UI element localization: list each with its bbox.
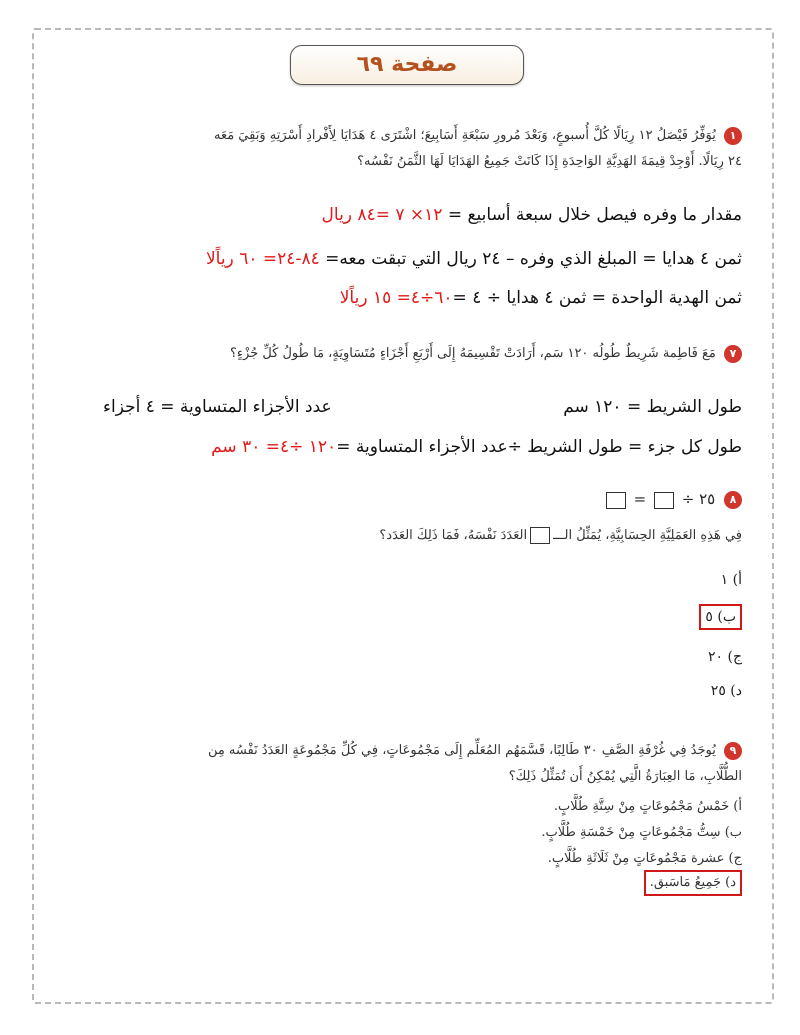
question-9-text-1: يُوجَدُ فِي غُرْفَةِ الصَّفِ ٣٠ طَالِبًا، قَسَّمَهُم المُعَلِّم إِلَى مَجْمُوعَاتٍ، فِي كُلِّ مَجْمُوعَةٍ العَدَدُ نَفْسُه مِن <box>207 743 716 758</box>
question-8-text <box>379 523 742 549</box>
blank-box <box>606 492 626 509</box>
answer-result: ١٢× ٧ =٨٤ ريال <box>321 205 443 225</box>
q7-answer-parts: عدد الأجزاء المتساوية = ٤ أجزاء <box>103 397 332 417</box>
question-1 <box>52 123 742 175</box>
question-text: العَدَدَ نَفْسَهُ، فَمَا ذَلِكَ العَدَد؟ <box>379 528 528 543</box>
answer-result: ٨٤-٢٤= ٦٠ رياًلا <box>205 249 320 269</box>
q7-answer-2 <box>211 432 742 462</box>
answer-result: ١٢٠ ÷٤= ٣٠ سم <box>211 437 337 457</box>
q8-option-d: د) ٢٥ <box>710 683 742 699</box>
q1-answer-2 <box>206 244 742 274</box>
question-1-text-1: يُوَفِّرُ فَيْصَلُ ١٢ رِيَالًا كُلَّ أُسبوعٍ، وَبَعْدَ مُرورِ سَبْعَةِ أَسَابِيعَ؛ اشْتَرَى ٤ هَدَايَا لِأَفْرادِ أَسْرَتِهِ وَبَقِيَ مَعَه <box>213 128 716 143</box>
correct-answer-box: ب) ٥ <box>699 604 742 630</box>
answer-text: ثمن الهدية الواحدة = ثمن ٤ هدايا ÷ ٤ = <box>452 288 742 308</box>
question-text: فِي هَذِهِ العَمَلِيَّةِ الحِسَابِيَّةِ، يُمَثِّلُ الـــ <box>553 528 742 543</box>
blank-box <box>654 492 674 509</box>
question-number-badge: ٧ <box>724 345 742 363</box>
q8-option-a: أ) ١ <box>720 572 742 588</box>
question-9 <box>42 738 742 790</box>
q8-option-b <box>699 602 742 632</box>
answer-text: طول كل جزء = طول الشريط ÷عدد الأجزاء المتساوية = <box>336 437 742 457</box>
correct-answer-box: د) جَمِيعُ مَاسَبق. <box>644 870 742 896</box>
question-9-text-2: الطُّلَّابِ، مَا العِبَارَةُ الَّتِي يُمْكِنُ أَن تُمَثِّلُ ذَلِكَ؟ <box>508 769 742 784</box>
question-number-badge: ١ <box>724 127 742 145</box>
question-7 <box>230 341 742 367</box>
question-8-expression <box>603 486 742 512</box>
question-1-text-2: ٢٤ رِيَالًا. أَوْجِدْ قِيمَةَ الهَدِيَّةِ الوَاحِدَةِ إِذَا كَانَتْ جَمِيعُ الهَدَايَا لَهَا الثَّمَنُ نَفْسُه؟ <box>357 154 742 169</box>
answer-text: مقدار ما وفره فيصل خلال سبعة أسابيع = <box>442 205 742 225</box>
expression-start: ٢٥ ÷ <box>681 490 716 508</box>
page-title: صفحة ٦٩ <box>290 45 524 85</box>
question-number-badge: ٩ <box>724 742 742 760</box>
question-9-line1 <box>42 738 742 764</box>
question-number-badge: ٨ <box>724 491 742 509</box>
answer-result: ٦٠÷٤= ١٥ رياًلا <box>339 288 453 308</box>
q9-option-a: أ) خَمْسُ مَجْمُوعَاتٍ مِنْ سِتَّةِ طُلَّابٍ. <box>553 799 742 814</box>
question-1-line1 <box>52 123 742 149</box>
q1-answer-1 <box>322 200 742 230</box>
blank-box <box>530 527 550 544</box>
q8-option-c: ج) ٢٠ <box>708 649 742 665</box>
equals-sign: = <box>633 490 647 508</box>
q1-answer-3 <box>340 283 742 313</box>
q7-answer-length: طول الشريط = ١٢٠ سم <box>563 397 742 417</box>
question-7-text: مَعَ فَاطِمة شَرِيطٌ طُولُه ١٢٠ سَم، أَرَادَتْ تَقْسِيمَهُ إِلَى أَرْبَعِ أَجْزَاءٍ مُتَسَاوِيَةٍ، مَا طُولُ كُلِّ جُزْءٍ؟ <box>229 346 716 361</box>
q9-option-c: ج) عشرة مَجْمُوعَاتٍ مِنْ ثَلَاثَةِ طُلَّابٍ. <box>547 851 742 866</box>
q9-option-d <box>644 870 742 896</box>
q9-option-b: ب) سِتُّ مَجْمُوعَاتٍ مِنْ خَمْسَةِ طُلَّابٍ. <box>541 825 742 840</box>
answer-text: ثمن ٤ هدايا = المبلغ الذي وفره – ٢٤ ريال التي تبقت معه= <box>319 249 742 269</box>
